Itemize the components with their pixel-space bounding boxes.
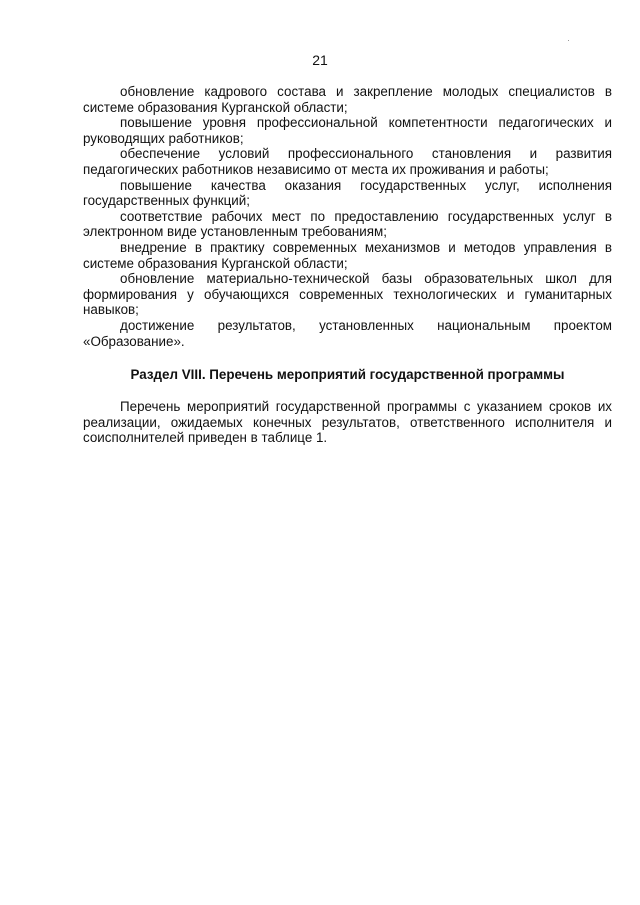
section-heading: Раздел VIII. Перечень мероприятий государственной программы (130, 367, 565, 383)
document-body (83, 84, 612, 446)
section-paragraph: Перечень мероприятий государственной программы с указанием сроков их реализации, ожидаемых конечных результатов, ответственного исполнителя и соисполнителей приведен в таблице 1. (83, 399, 612, 446)
list-item: обновление кадрового состава и закрепление молодых специалистов в системе образования Курганской области; (83, 84, 612, 115)
list-item: повышение уровня профессиональной компетентности педагогических и руководящих работников; (83, 115, 612, 146)
list-item: повышение качества оказания государственных услуг, исполнения государственных функций; (83, 177, 612, 209)
page-number: 21 (312, 52, 328, 68)
list-item: внедрение в практику современных механизмов и методов управления в системе образования Курганской области; (83, 239, 612, 271)
list-item: соответствие рабочих мест по предоставлению государственных услуг в электронном виде установленным требованиям; (83, 208, 612, 240)
list-item: обновление материально-технической базы образовательных школ для формирования у обучающихся современных технологических и гуманитарных навыков; (83, 271, 612, 318)
scan-artifact (568, 40, 569, 41)
list-item: достижение результатов, установленных национальным проектом «Образование». (83, 317, 612, 349)
list-item: обеспечение условий профессионального становления и развития педагогических работников независимо от места их проживания и работы; (83, 146, 612, 177)
